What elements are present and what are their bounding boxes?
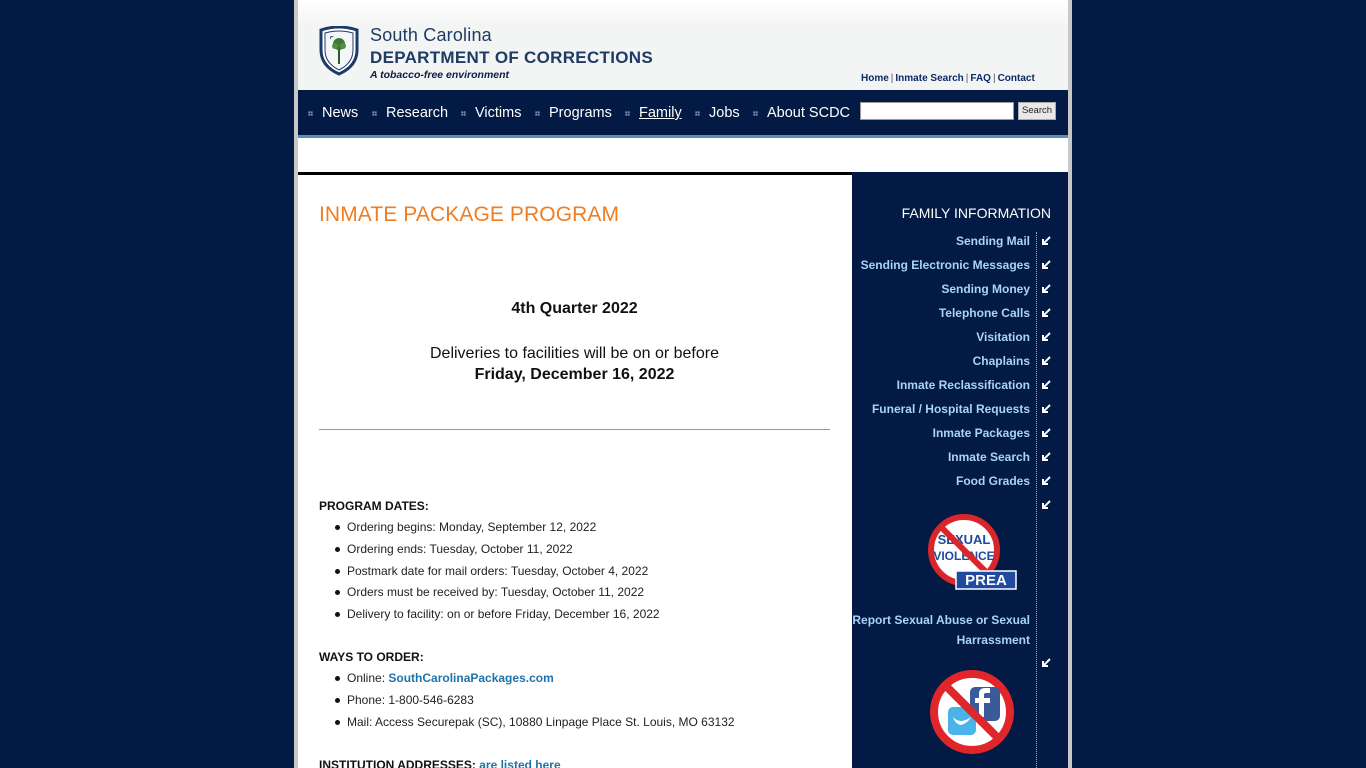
institution-addresses-link[interactable]: are listed here xyxy=(479,758,561,768)
arrow-down-left-icon xyxy=(1040,403,1052,415)
packages-site-link[interactable]: SouthCarolinaPackages.com xyxy=(388,671,554,685)
nav-item-about-scdc[interactable] xyxy=(753,105,850,125)
sidebar-link-inmate-search[interactable]: Inmate Search xyxy=(947,450,1030,464)
sidebar-link-funeral-hospital[interactable]: Funeral / Hospital Requests xyxy=(871,402,1030,416)
nav-item-label: Victims xyxy=(475,105,522,121)
ways-to-order-heading: WAYS TO ORDER: xyxy=(319,650,424,664)
list-item: Ordering begins: Monday, September 12, 2022 xyxy=(347,520,660,542)
nav-item-jobs[interactable] xyxy=(695,105,740,125)
header-spacer-band xyxy=(298,138,1068,172)
program-dates-list xyxy=(347,520,660,629)
sidebar-link-inmate-packages[interactable]: Inmate Packages xyxy=(932,426,1030,440)
top-link-contact[interactable]: Contact xyxy=(997,73,1035,84)
list-item: Delivery to facility: on or before Friday, December 16, 2022 xyxy=(347,607,660,629)
report-sexual-abuse-link[interactable]: Report Sexual Abuse or Sexual Harrassment xyxy=(852,613,1030,647)
arrow-down-left-icon xyxy=(1040,259,1052,271)
top-links-separator: | xyxy=(965,73,969,84)
list-item-online xyxy=(347,671,735,693)
page-title: INMATE PACKAGE PROGRAM xyxy=(319,203,620,226)
list-item: Ordering ends: Tuesday, October 11, 2022 xyxy=(347,542,660,564)
no-social-media-icon[interactable] xyxy=(928,667,1016,757)
arrow-down-left-icon xyxy=(1040,355,1052,367)
top-link-inmate-search[interactable]: Inmate Search xyxy=(895,73,964,84)
sidebar-dotted-divider xyxy=(1036,232,1037,768)
nav-item-label: About SCDC xyxy=(767,105,851,121)
sidebar-link-chaplains[interactable]: Chaplains xyxy=(972,354,1030,368)
sidebar-link-telephone-calls[interactable]: Telephone Calls xyxy=(938,306,1030,320)
arrow-down-left-icon xyxy=(1040,235,1052,247)
sidebar-title: FAMILY INFORMATION xyxy=(901,205,1051,221)
arrow-down-left-icon xyxy=(1040,379,1052,391)
search-input[interactable] xyxy=(860,102,1014,120)
list-item: Postmark date for mail orders: Tuesday, October 4, 2022 xyxy=(347,564,660,586)
nav-bullet-icon xyxy=(461,111,466,116)
sidebar-link-sending-money[interactable]: Sending Money xyxy=(941,282,1030,296)
nav-item-label: Research xyxy=(386,105,449,121)
sidebar-link-inmate-reclassification[interactable]: Inmate Reclassification xyxy=(896,378,1030,392)
nav-item-label: Programs xyxy=(549,105,612,121)
nav-item-family[interactable] xyxy=(625,105,682,125)
arrow-down-left-icon xyxy=(1040,427,1052,439)
nav-bullet-icon xyxy=(753,111,758,116)
nav-item-label: Jobs xyxy=(709,105,740,121)
top-links xyxy=(861,73,1035,84)
nav-item-label: Family xyxy=(639,105,682,121)
nav-item-programs[interactable] xyxy=(535,105,612,125)
nav-bullet-icon xyxy=(372,111,377,116)
arrow-down-left-icon xyxy=(1040,451,1052,463)
top-links-separator: | xyxy=(890,73,894,84)
arrow-down-left-icon xyxy=(1040,283,1052,295)
prea-badge-word-sexual: SEXUAL xyxy=(937,532,991,547)
sidebar-link-sending-mail[interactable]: Sending Mail xyxy=(955,234,1030,248)
prea-badge-word-prea: PREA xyxy=(965,572,1007,589)
institution-heading-label: INSTITUTION ADDRESSES: xyxy=(319,758,476,768)
logo-tagline: A tobacco-free environment xyxy=(370,69,510,81)
quarter-heading: 4th Quarter 2022 xyxy=(511,300,638,317)
family-info-sidebar xyxy=(852,172,1068,768)
delivery-date: Friday, December 16, 2022 xyxy=(474,366,675,383)
nav-item-label: News xyxy=(322,105,359,121)
search-button[interactable]: Search xyxy=(1018,102,1056,120)
arrow-down-left-icon xyxy=(1040,499,1052,511)
sidebar-link-visitation[interactable]: Visitation xyxy=(976,330,1030,344)
main-content xyxy=(298,175,852,768)
program-dates-heading: PROGRAM DATES: xyxy=(319,499,429,513)
nav-item-news[interactable] xyxy=(308,105,358,125)
top-links-separator: | xyxy=(992,73,996,84)
list-item: Orders must be received by: Tuesday, October 11, 2022 xyxy=(347,585,660,607)
top-link-faq[interactable]: FAQ xyxy=(970,73,991,84)
online-label: Online: xyxy=(347,671,389,685)
list-item-phone: Phone: 1-800-546-6283 xyxy=(347,693,735,715)
institution-addresses-heading xyxy=(319,758,561,768)
ways-to-order-list xyxy=(347,671,735,736)
sc-palmetto-seal-icon[interactable] xyxy=(318,26,360,76)
site-header xyxy=(298,0,1068,90)
page-container xyxy=(294,0,1072,768)
logo-department-name[interactable]: DEPARTMENT OF CORRECTIONS xyxy=(370,48,653,67)
prea-sexual-violence-badge-icon[interactable] xyxy=(922,514,1018,592)
list-item-mail: Mail: Access Securepak (SC), 10880 Linpage Place St. Louis, MO 63132 xyxy=(347,715,735,737)
arrow-down-left-icon xyxy=(1040,307,1052,319)
prea-badge-word-violence: VIOLENCE xyxy=(933,549,995,563)
horizontal-divider xyxy=(319,429,830,430)
top-link-home[interactable]: Home xyxy=(861,73,889,84)
nav-bullet-icon xyxy=(535,111,540,116)
nav-bullet-icon xyxy=(625,111,630,116)
arrow-down-left-icon xyxy=(1040,331,1052,343)
sidebar-link-electronic-messages[interactable]: Sending Electronic Messages xyxy=(860,258,1030,272)
logo-state-name[interactable]: South Carolina xyxy=(370,25,492,45)
nav-item-research[interactable] xyxy=(372,105,448,125)
nav-item-victims[interactable] xyxy=(461,105,521,125)
delivery-text: Deliveries to facilities will be on or before xyxy=(429,345,719,362)
sidebar-link-food-grades[interactable]: Food Grades xyxy=(955,474,1030,488)
arrow-down-left-icon xyxy=(1040,475,1052,487)
nav-bullet-icon xyxy=(695,111,700,116)
nav-bullet-icon xyxy=(308,111,313,116)
arrow-down-left-icon xyxy=(1040,657,1052,669)
